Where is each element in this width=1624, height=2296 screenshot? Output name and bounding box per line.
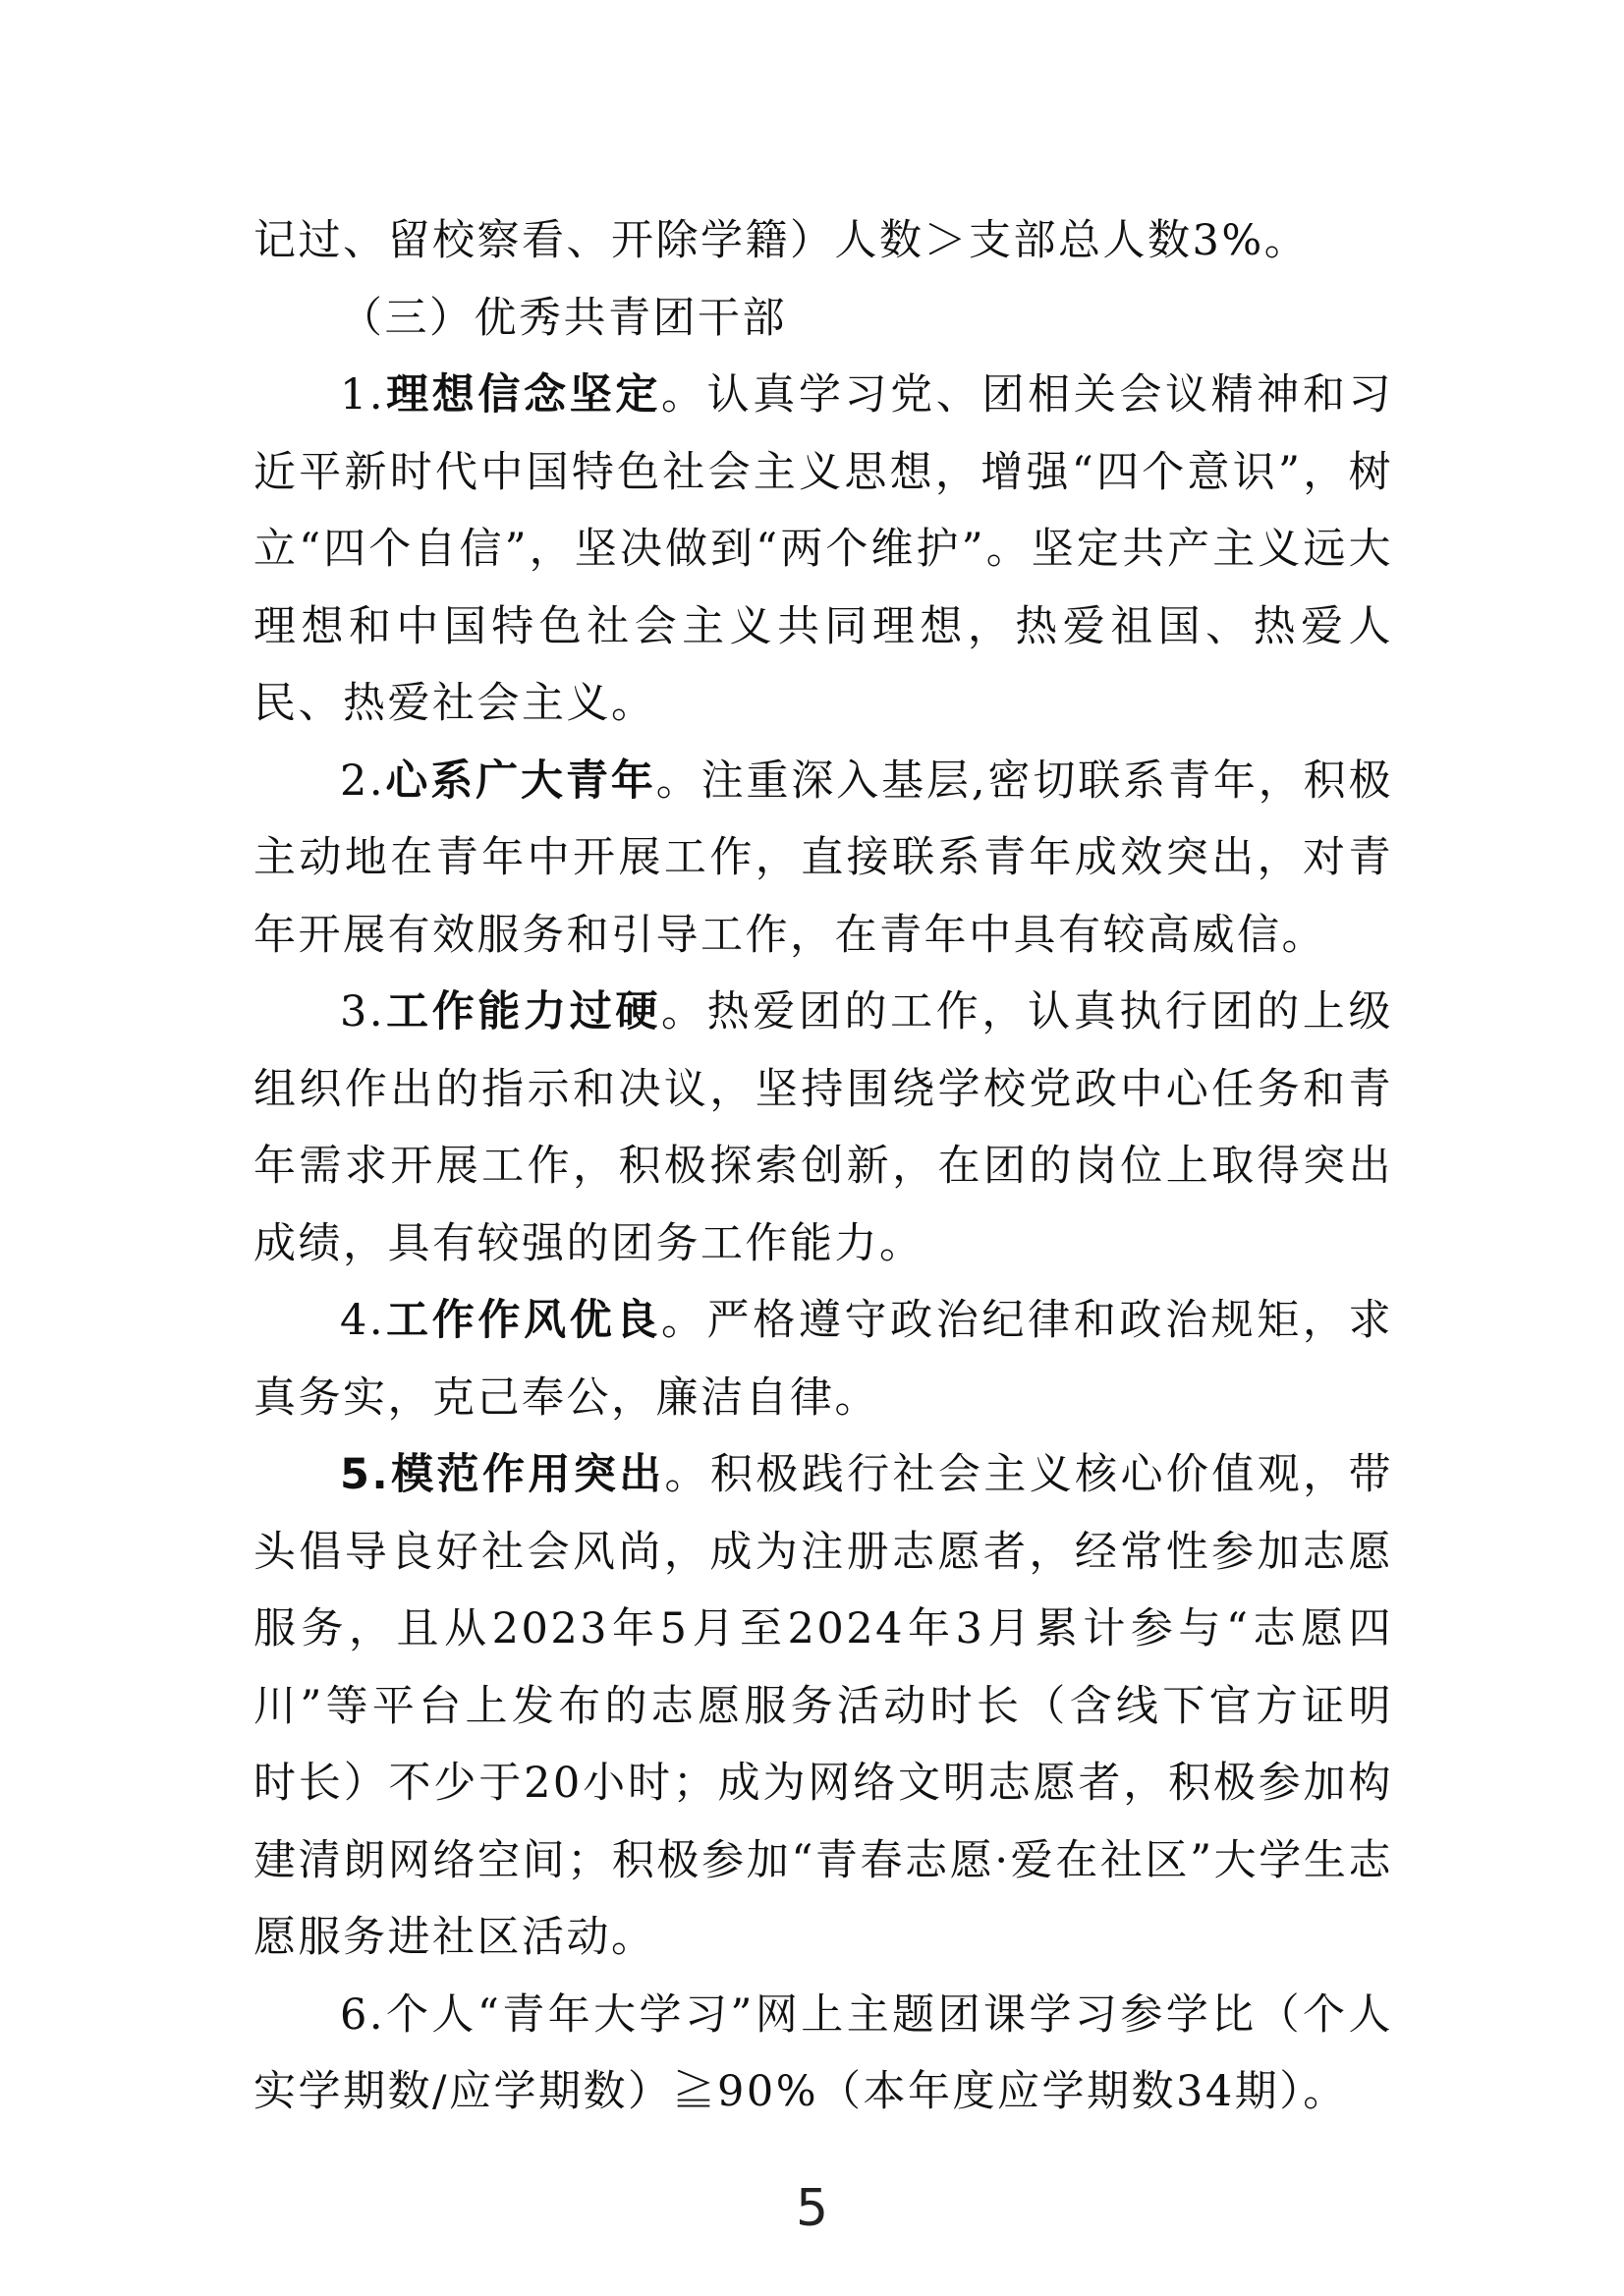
item-text: 。积极践行社会主义核心价值观，带头倡导良好社会风尚，成为注册志愿者，经常性参加志愿服务，且从2023年5月至2024年3月累计参与“志愿四川”等平台上发布的志愿服务活动时长（含线下官方证明时长）不少于20小时；成为网络文明志愿者，积极参加构建清朗网络空间；积极参加“青春志愿·爱在社区”大学生志愿服务进社区活动。 (253, 1450, 1394, 1962)
item-title: 5.模范作用突出 (340, 1450, 665, 1499)
item-text: 。注重深入基层,密切联系青年，积极主动地在青年中开展工作，直接联系青年成效突出，对青年开展有效服务和引导工作，在青年中具有较高威信。 (253, 756, 1394, 960)
criterion-item-5 (253, 1436, 1393, 1977)
item-text: 。认真学习党、团相关会议精神和习近平新时代中国特色社会主义思想，增强“四个意识”，树立“四个自信”，坚决做到“两个维护”。坚定共产主义远大理想和中国特色社会主义共同理想，热爱祖国、热爱人民、热爱社会主义。 (253, 370, 1394, 728)
item-title: 理想信念坚定 (385, 370, 661, 420)
section-heading-text: （三）优秀共青团干部 (340, 293, 787, 343)
item-title: 工作能力过硬 (385, 987, 661, 1036)
item-text: 6.个人“青年大学习”网上主题团课学习参学比（个人实学期数/应学期数）≧90%（本年度应学期数34期）。 (253, 1989, 1393, 2116)
item-number: 4. (340, 1296, 386, 1345)
section-heading (253, 280, 1393, 358)
paragraph-continuation (253, 202, 1393, 280)
paragraph-text: 记过、留校察看、开除学籍）人数＞支部总人数3%。 (253, 216, 1310, 265)
item-text: 。严格遵守政治纪律和政治规矩，求真务实，克己奉公，廉洁自律。 (253, 1296, 1394, 1423)
criterion-item-3 (253, 974, 1393, 1282)
item-number: 3. (340, 987, 386, 1036)
item-title: 心系广大青年 (385, 756, 656, 806)
criterion-item-1 (253, 357, 1393, 743)
criterion-item-4 (253, 1282, 1393, 1436)
page-number: 5 (795, 2179, 829, 2238)
item-title: 工作作风优良 (385, 1296, 661, 1345)
document-body (253, 202, 1393, 2131)
item-number: 1. (340, 370, 386, 420)
criterion-item-2 (253, 743, 1393, 975)
item-text: 。热爱团的工作，认真执行团的上级组织作出的指示和决议，坚持围绕学校党政中心任务和青年需求开展工作，积极探索创新，在团的岗位上取得突出成绩，具有较强的团务工作能力。 (253, 987, 1394, 1268)
criterion-item-6 (253, 1977, 1393, 2131)
item-number: 2. (340, 756, 386, 806)
